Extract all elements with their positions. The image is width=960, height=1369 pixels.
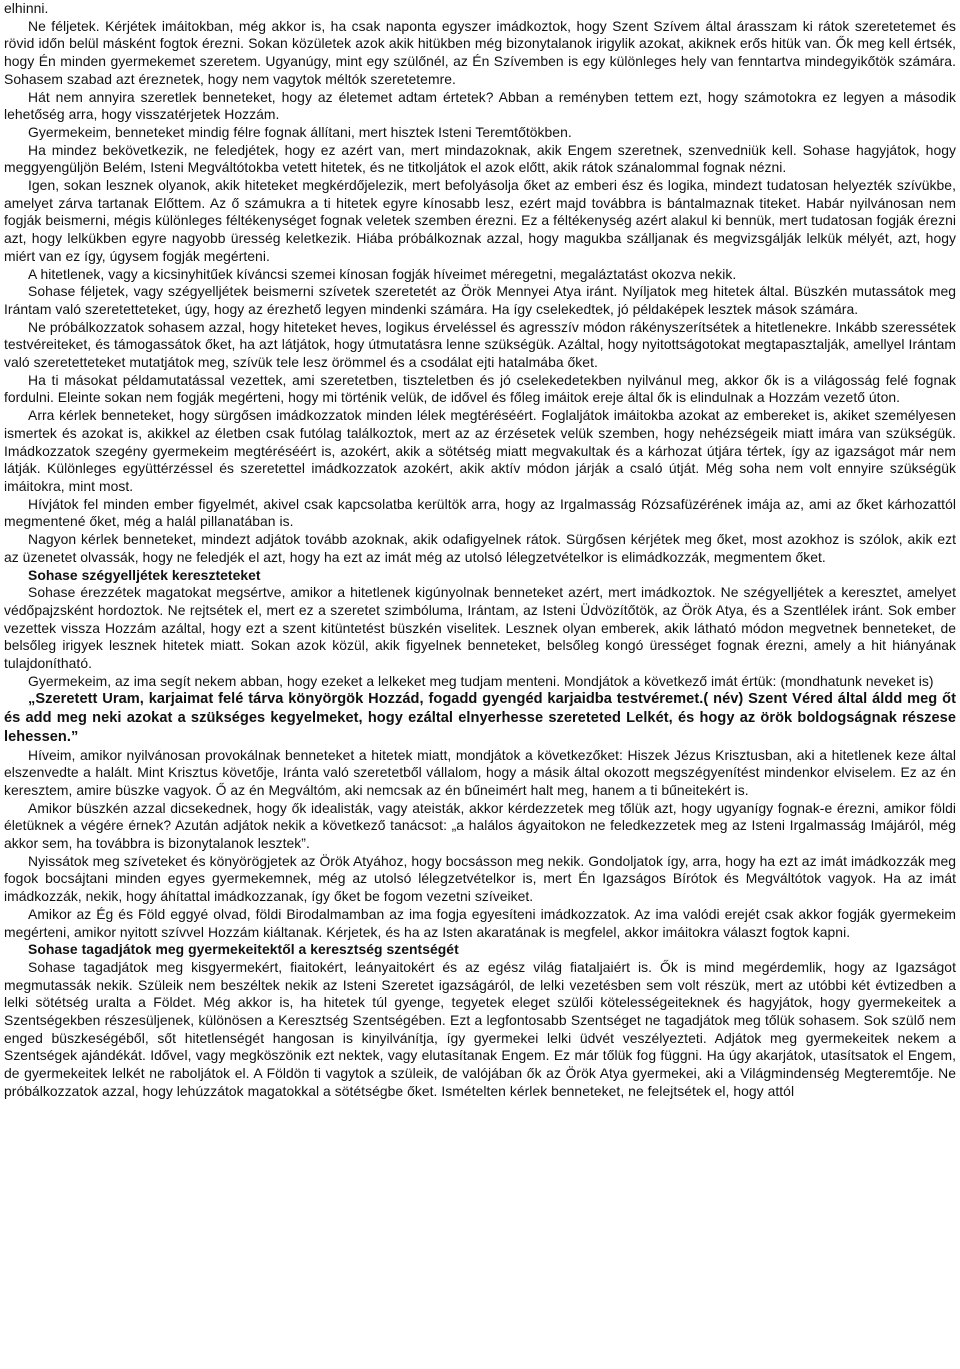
paragraph-continuation: elhinni.: [4, 0, 49, 16]
paragraph: Sohase érezzétek magatokat megsértve, amikor a hitetlenek kigúnyolnak benneteket azért, mert imádkoztok. Ne szégyelljétek a keresztet, amelyet védőpajzsként hordoztok. Ne rejtsétek el, mert ez a szeretet szimbóluma, Irántam, az Isteni Üdvözítőtök, az Örök Atya, és a Szentlélek iránt. Sok ember vezettek vissza Hozzám azáltal, hogy ezt a szent kitüntetést büszkén viselitek. Lesznek olyan emberek, akik látható módon megvetnek benneteket, de belsőleg irigyek lesznek hitetek miatt. Sokan azok közül, akik figyelnek benneteket, belsőleg kongó ürességet fognak érezni, amely a hit hiányának tulajdonítható.: [4, 584, 956, 672]
paragraph: Ha mindez bekövetkezik, ne feledjétek, hogy ez azért van, mert mindazoknak, akik Engem szeretnek, szenvedniük kell. Sohase hagyjátok, hogy meggyengüljön Belém, Isteni Megváltótokba vetett hitetek, és ne titkoljátok el azok előtt, akik rátok szánalommal fognak nézni.: [4, 141, 956, 176]
paragraph: Hívjátok fel minden ember figyelmét, akivel csak kapcsolatba kerültök arra, hogy az Irgalmasság Rózsafüzérének imája az, ami az őket kárhozattól megmentené őket, még a halál pillanatában is.: [4, 495, 956, 530]
paragraph: Ha ti másokat példamutatással vezettek, ami szeretetben, tiszteletben és jó cselekedetekben nyilvánul meg, akkor ők is a világosság felé fognak fordulni. Eleinte sokan nem fogják megérteni, hogy mi történik velük, de idővel és főleg imáitok ereje által ők is elindulnak a Hozzám vezető úton.: [4, 371, 956, 406]
section-heading: Sohase szégyelljétek kereszteteket: [28, 566, 261, 583]
paragraph: Sohase tagadjátok meg kisgyermekért, fiaitokért, leányaitokért és az egész világ fiataljaiért is. Ők is mind megérdemlik, hogy az Igazságot megmutassák nekik. Szüleik nem beszéltek nekik az Isteni Szeretet igazságáról, de lelki vezetésben sem volt részük, mert az utóbbi két évtizedben a lelki sötétség uralta a Földet. Még akkor is, ha hitetek túl gyenge, tegyetek eleget szülői kötelességeiteknek és hagyjátok, hogy gyermekeitek a Szentségekben részesüljenek, különösen a Keresztség Szentségében. Ezt a legfontosabb Szentséget ne tagadjátok meg tőlük sohasem. Sok szülő nem enged büszkeségéből, sőt hitetlenségét hangosan is kinyilvánítja, így gyermekei lelki üdvét veszélyezteti. Adjátok meg gyermekeitek nekem a Szentségek ajándékát. Idővel, vagy megköszönik ezt nektek, vagy elutasítanak Engem. Ez már tőlük fog függni. Ha úgy akarjátok, utasítsatok el Engem, de gyermekeitek lelkét ne raboljátok el. A Földön ti vagytok a szüleik, de valójában ők az Örök Atya gyermekei, aki a Világmindenség Megteremtője. Ne próbálkozzatok azzal, hogy lehúzzátok magatokkal a sötétségbe őket. Ismételten kérlek benneteket, ne felejtsétek el, hogy attól: [4, 958, 956, 1099]
paragraph: Hát nem annyira szeretlek benneteket, hogy az életemet adtam értetek? Abban a reményben tettem ezt, hogy számotokra ez legyen a második lehetőség arra, hogy visszatérjetek Hozzám.: [4, 88, 956, 123]
paragraph: Gyermekeim, benneteket mindig félre fognak állítani, mert hisztek Isteni Teremtőtökben.: [28, 123, 572, 140]
paragraph: Híveim, amikor nyilvánosan provokálnak benneteket a hitetek miatt, mondjátok a következőket: Hiszek Jézus Krisztusban, aki a hitetlenek keze által elszenvedte a halált. Mint Krisztus követője, Iránta való szeretetből vállalom, hogy a másik által okozott megszégyenítést mindenkor elviselem. Ez az én keresztem, amire büszke vagyok. Ő az én Megváltóm, aki nemcsak az én bűneimért halt meg, hanem a ti bűneitekért is.: [4, 746, 956, 798]
paragraph: Ne féljetek. Kérjétek imáitokban, még akkor is, ha csak naponta egyszer imádkoztok, hogy Szent Szívem által árasszam ki rátok szeretetemet és rövid időn belül másként fogtok érezni. Sokan közületek azok akik hitükben még bizonytalanok irigylik azokat, akiknek erős hitük van. Ők meg kell értsék, hogy Én minden gyermekemet szeretem. Ugyanúgy, mint egy szülőnél, az Én Szívemben is egy különleges hely van fenntartva mindegyikőtök számára. Sohasem szabad azt éreznetek, hogy nem vagytok méltók szeretetemre.: [4, 17, 956, 87]
document-body: [4, 0, 956, 1101]
paragraph: Arra kérlek benneteket, hogy sürgősen imádkozzatok minden lélek megtéréséért. Foglaljátok imáitokba azokat az embereket is, akiket személyesen ismertek és azokat is, akikkel az életben csak futólag találkoztok, mert az az érzésetek velük szemben, hogy nehézségeik miatt imára van szükségük. Imádkozzatok szegény gyermekeim megtéréséért is, azokért, akik a sötétség miatt megvakultak és a kárhozat útjára tértek, így az igazságot már nem látják. Különleges együttérzéssel és szeretettel imádkozzatok azokért, akik aktív módon járják a csaló útját. Még soha nem volt ennyire szükségük imáitokra, mint most.: [4, 407, 956, 494]
paragraph: Igen, sokan lesznek olyanok, akik hiteteket megkérdőjelezik, mert befolyásolja őket az emberi ész és logika, mindezt tudatosan helyezték szívükbe, amelyet zárva tartanak Előttem. Az ő számukra a ti hitetek egyre kínosabb lesz, ezért majd továbbra is bántalmaznak titeket. Habár nyilvánosan nem fogják beismerni, mégis különleges féltékenységet fognak veletek szemben érezni. Ez a féltékenység azért alakul ki bennük, mert tudatosan fogják érezni azt, hogy lelkükben egyre nagyobb üresség keletkezik. Hiába próbálkoznak azzal, hogy magukba szálljanak és megvizsgálják lelkük mélyét, azt, hogy miért van ez így, úgysem fogják megérteni.: [4, 177, 956, 264]
paragraph: Amikor büszkén azzal dicsekednek, hogy ők idealisták, vagy ateisták, akkor kérdezzetek meg tőlük azt, hogy ugyanígy fognak-e érezni, amikor földi életüknek a végére érnek? Azután adjátok nekik a következő tanácsot: „a halálos ágyaitokon ne feledkezzetek meg az Isteni Irgalmasság Imájáról, még akkor sem, ha továbbra is bizonytalanok lesztek”.: [4, 799, 956, 852]
paragraph: Ne próbálkozzatok sohasem azzal, hogy hiteteket heves, logikus érveléssel és agresszív módon rákényszerítsétek a hitetlenekre. Inkább szeressétek testvéreiteket, és támogassátok őket, ha azt látjátok, hogy útmutatásra lenne szükségük. Azáltal, hogy nyitottságotokat megtapasztalják, amellyel Irántam való szeretetteteket mutatjátok meg, szívük tele lesz örömmel és a csodálat ejti hatalmába őket.: [4, 318, 956, 371]
paragraph: Nyissátok meg szíveteket és könyörögjetek az Örök Atyához, hogy bocsásson meg nekik. Gondoljatok így, arra, hogy ha ezt az imát imádkozzák meg fogok bocsájtani minden egyes gyermekemnek, még az utolsó lélegzetvételkor is, mert Én Igazságos Bírótok és Megváltótok vagyok. Ha az imát imádkozzák, nekik, hogy áhítattal imádkozzanak, így őket be fogom vezetni szíveiket.: [4, 852, 956, 905]
paragraph: Nagyon kérlek benneteket, mindezt adjátok tovább azoknak, akik odafigyelnek rátok. Sürgősen kérjétek meg őket, most azokhoz is szólok, akik ezt az üzenetet olvassák, hogy ne feledjék el azt, hogy ha ezt az imát még az utolsó lélegzetvételkor is elimádkozzák, megmentem őket.: [4, 531, 956, 565]
paragraph: Gyermekeim, az ima segít nekem abban, hogy ezeket a lelkeket meg tudjam menteni. Mondjátok a következő imát értük: (mondhatunk neveket is): [28, 672, 934, 689]
section-heading: Sohase tagadjátok meg gyermekeitektől a keresztség szentségét: [28, 941, 459, 958]
paragraph: Amikor az Ég és Föld eggyé olvad, földi Birodalmamban az ima fogja egyesíteni imádkozzatok. Az ima valódi erejét csak akkor fogják gyermekeim megérteni, amikor nyitott szívvel Hozzám kiáltanak. Kérjetek, és ha az Isten akaratának is megfelel, akkor imáitokra választ fogtok kapni.: [4, 905, 956, 940]
prayer-text: „Szeretett Uram, karjaimat felé tárva könyörgök Hozzád, fogadd gyengéd karjaidba testvéremet.( név) Szent Véred által áldd meg őt és add meg neki azokat a szükséges kegyelmeket, hogy ezáltal elnyerhesse szereteted Lelkét, és hogy az örök boldogságnak részese lehessen.”: [4, 691, 956, 745]
paragraph: Sohase féljetek, vagy szégyelljétek beismerni szívetek szeretetét az Örök Mennyei Atya iránt. Nyíljatok meg hitetek által. Büszkén mutassátok meg Irántam való szeretetteteket, úgy, hogy az érezhető legyen mindenki számára. Ha így cselekedtek, jó példaképek lesztek mások számára.: [4, 283, 956, 317]
paragraph: A hitetlenek, vagy a kicsinyhitűek kíváncsi szemei kínosan fogják híveimet méregetni, megaláztatást okozva nekik.: [28, 265, 737, 282]
